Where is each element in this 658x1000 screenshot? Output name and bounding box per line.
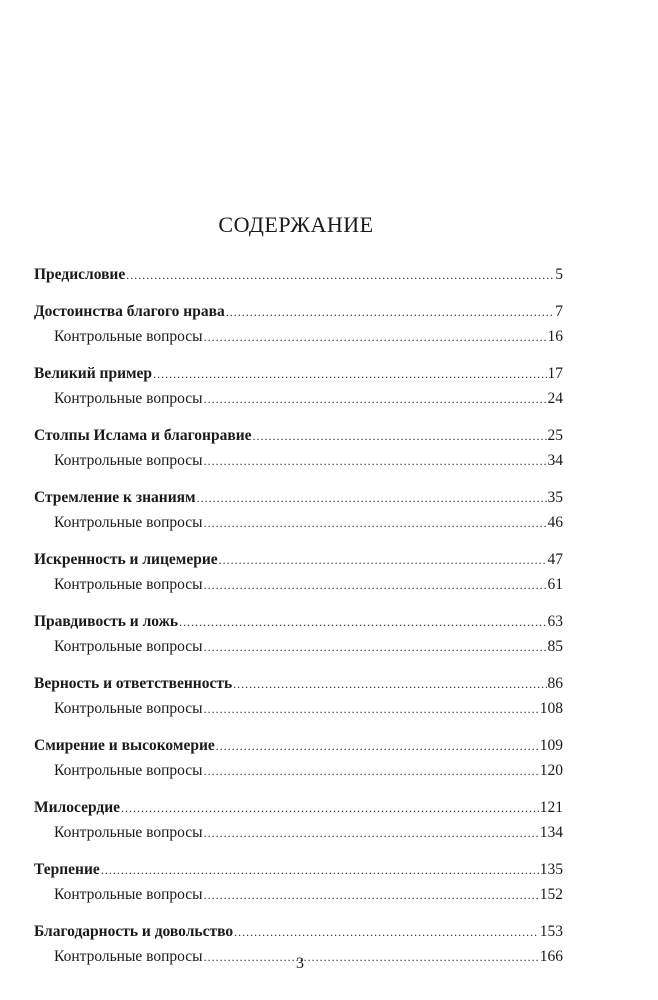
toc-section [34, 733, 563, 783]
subsection-title: Контрольные вопросы [54, 638, 203, 655]
toc-chapter-entry [34, 857, 563, 882]
chapter-title: Терпение [34, 861, 100, 878]
dot-leader [216, 734, 539, 759]
toc-chapter-entry [34, 795, 563, 820]
toc-subsection-entry [34, 882, 563, 907]
toc-chapter-entry [34, 361, 563, 386]
dot-leader [253, 424, 547, 449]
dot-leader [219, 548, 547, 573]
subsection-page-number: 24 [547, 390, 563, 407]
toc-section [34, 795, 563, 845]
dot-leader [153, 362, 546, 387]
subsection-page-number: 85 [547, 638, 563, 655]
subsection-page-number: 120 [539, 762, 563, 779]
subsection-title: Контрольные вопросы [54, 328, 203, 345]
subsection-page-number: 108 [539, 700, 563, 717]
toc-subsection-entry [34, 510, 563, 535]
dot-leader [204, 697, 539, 722]
chapter-title: Смирение и высокомерие [34, 737, 215, 754]
chapter-page-number: 109 [539, 737, 563, 754]
subsection-title: Контрольные вопросы [54, 886, 203, 903]
toc-subsection-entry [34, 386, 563, 411]
dot-leader [204, 449, 547, 474]
toc-subsection-entry [34, 572, 563, 597]
toc-chapter-entry [34, 423, 563, 448]
toc-chapter-entry [34, 733, 563, 758]
chapter-title: Столпы Ислама и благонравие [34, 427, 252, 444]
chapter-page-number: 5 [555, 266, 563, 283]
toc-subsection-entry [34, 448, 563, 473]
dot-leader [204, 635, 547, 660]
chapter-page-number: 7 [555, 303, 563, 320]
chapter-page-number: 63 [547, 613, 563, 630]
dot-leader [126, 263, 554, 288]
chapter-title: Искренность и лицемерие [34, 551, 218, 568]
dot-leader [204, 387, 547, 412]
subsection-title: Контрольные вопросы [54, 700, 203, 717]
toc-section [34, 547, 563, 597]
subsection-page-number: 61 [547, 576, 563, 593]
toc-subsection-entry [34, 634, 563, 659]
subsection-page-number: 34 [547, 452, 563, 469]
dot-leader [101, 858, 539, 883]
dot-leader [226, 300, 555, 325]
chapter-title: Верность и ответственность [34, 675, 233, 692]
subsection-page-number: 16 [547, 328, 563, 345]
subsection-title: Контрольные вопросы [54, 948, 203, 965]
chapter-page-number: 35 [547, 489, 563, 506]
subsection-title: Контрольные вопросы [54, 824, 203, 841]
chapter-page-number: 47 [547, 551, 563, 568]
toc-section [34, 485, 563, 535]
chapter-title: Стремление к знаниям [34, 489, 196, 506]
toc-section [34, 299, 563, 349]
chapter-page-number: 153 [539, 923, 563, 940]
subsection-title: Контрольные вопросы [54, 390, 203, 407]
toc-chapter-entry [34, 547, 563, 572]
toc-title: СОДЕРЖАНИЕ [218, 212, 374, 237]
toc-subsection-entry [34, 758, 563, 783]
page-number-footer: 3 [296, 955, 304, 972]
subsection-page-number: 166 [539, 948, 563, 965]
toc-section [34, 671, 563, 721]
toc-chapter-entry [34, 485, 563, 510]
dot-leader [204, 325, 547, 350]
subsection-title: Контрольные вопросы [54, 576, 203, 593]
subsection-page-number: 152 [539, 886, 563, 903]
chapter-page-number: 135 [539, 861, 563, 878]
table-of-contents [34, 262, 563, 981]
chapter-page-number: 17 [547, 365, 563, 382]
subsection-page-number: 134 [539, 824, 563, 841]
toc-section [34, 609, 563, 659]
dot-leader [204, 573, 547, 598]
toc-section [34, 262, 563, 287]
dot-leader [179, 610, 546, 635]
toc-subsection-entry [34, 324, 563, 349]
chapter-title: Великий пример [34, 365, 153, 382]
toc-section [34, 423, 563, 473]
toc-chapter-entry [34, 609, 563, 634]
toc-section [34, 857, 563, 907]
toc-chapter-entry [34, 262, 563, 287]
dot-leader [204, 759, 539, 784]
dot-leader [121, 796, 539, 821]
toc-subsection-entry [34, 696, 563, 721]
chapter-page-number: 25 [547, 427, 563, 444]
chapter-page-number: 121 [539, 799, 563, 816]
dot-leader [204, 883, 539, 908]
toc-section [34, 361, 563, 411]
toc-subsection-entry [34, 820, 563, 845]
chapter-page-number: 86 [547, 675, 563, 692]
chapter-title: Благодарность и довольство [34, 923, 234, 940]
subsection-page-number: 46 [547, 514, 563, 531]
toc-chapter-entry [34, 299, 563, 324]
dot-leader [204, 821, 539, 846]
dot-leader [204, 511, 547, 536]
toc-chapter-entry [34, 919, 563, 944]
dot-leader [197, 486, 547, 511]
toc-chapter-entry [34, 671, 563, 696]
chapter-title: Милосердие [34, 799, 121, 816]
subsection-title: Контрольные вопросы [54, 762, 203, 779]
subsection-title: Контрольные вопросы [54, 514, 203, 531]
dot-leader [233, 672, 546, 697]
dot-leader [234, 920, 539, 945]
subsection-title: Контрольные вопросы [54, 452, 203, 469]
chapter-title: Предисловие [34, 266, 126, 283]
chapter-title: Правдивость и ложь [34, 613, 179, 630]
chapter-title: Достоинства благого нрава [34, 303, 225, 320]
